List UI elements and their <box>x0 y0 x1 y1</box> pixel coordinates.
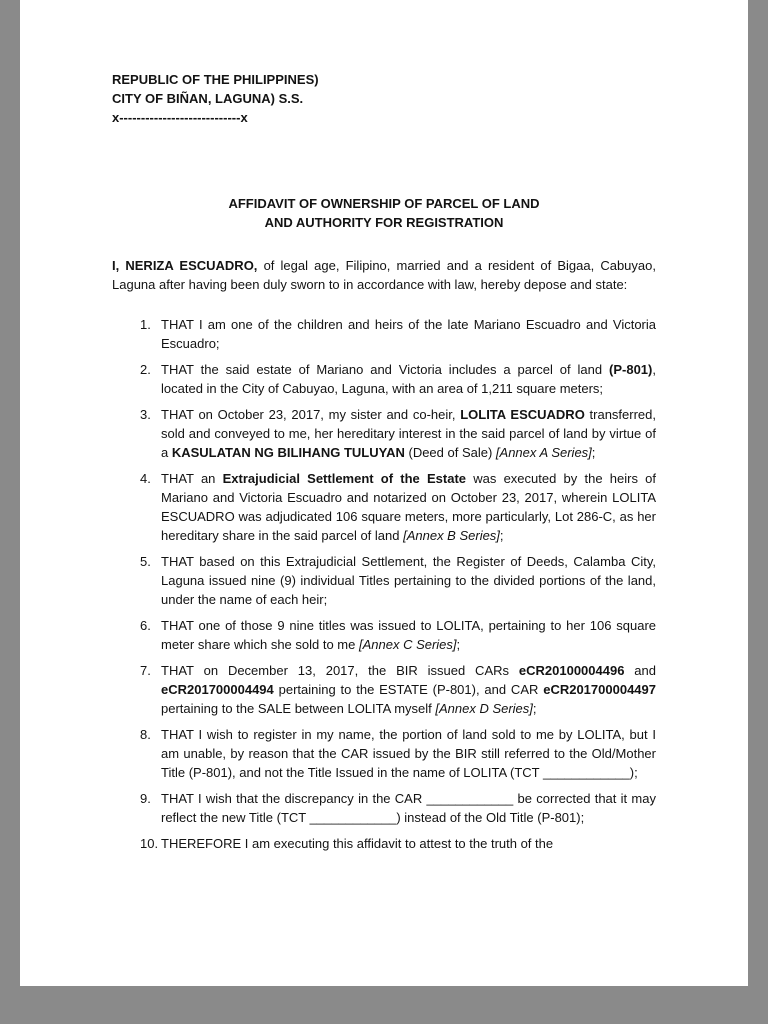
item-text <box>161 315 656 353</box>
text-run: ; <box>499 528 504 543</box>
text-run: , located in the City of Cabuyao, Laguna, with an area of 1,211 square meters; <box>161 362 656 396</box>
text-run: THAT on October 23, 2017, my sister and co-heir, <box>161 407 461 422</box>
affidavit-item <box>112 834 656 853</box>
intro-paragraph <box>112 256 656 294</box>
text-run: [Annex B Series] <box>403 528 500 543</box>
document-title <box>112 194 656 232</box>
text-run: [Annex C Series] <box>358 637 457 652</box>
item-number: 7. <box>140 663 151 678</box>
document-header <box>112 70 656 127</box>
item-number: 4. <box>140 471 151 486</box>
item-text <box>161 552 656 609</box>
affidavit-item <box>112 616 656 654</box>
text-run: [Annex A Series] <box>495 445 592 460</box>
item-number: 10. <box>140 836 159 851</box>
text-run: THAT I wish to register in my name, the portion of land sold to me by LOLITA, but I am unable, by reason that the CAR issued by the BIR still referred to the Old/Mother Title (P-801), and not the Title Issued in the name of LOLITA (TCT ____________); <box>161 727 656 780</box>
text-run: eCR201700004497 <box>543 682 656 697</box>
affidavit-item <box>112 789 656 827</box>
document-content <box>20 0 748 853</box>
affidavit-item <box>112 315 656 353</box>
text-run: THAT an <box>161 471 223 486</box>
text-run: was executed by the heirs of Mariano and Victoria Escuadro and notarized on October 23, 2017, wherein LOLITA ESCUADRO was adjudicated 106 square meters, more particularly, Lot 286-C, as her hereditary share in the said parcel of land <box>161 471 656 543</box>
item-text <box>161 360 656 398</box>
text-run: THAT based on this Extrajudicial Settlement, the Register of Deeds, Calamba City, Laguna issued nine (9) individual Titles pertaining to the divided portions of the land, under the name of each heir; <box>161 554 656 607</box>
text-run: ; <box>591 445 596 460</box>
text-run: (P-801) <box>609 362 653 377</box>
text-run: Extrajudicial Settlement of the Estate <box>222 471 467 486</box>
text-run: LOLITA ESCUADRO <box>460 407 585 422</box>
text-run: THEREFORE I am executing this affidavit to attest to the truth of the <box>161 836 554 851</box>
item-number: 6. <box>140 618 151 633</box>
item-text <box>161 616 656 654</box>
affidavit-item <box>112 552 656 609</box>
text-run: [Annex D Series] <box>435 701 533 716</box>
header-line-city: CITY OF BIÑAN, LAGUNA) S.S. <box>112 91 304 106</box>
item-text <box>161 725 656 782</box>
affidavit-list <box>112 315 656 853</box>
item-number: 1. <box>140 317 151 332</box>
affidavit-item <box>112 360 656 398</box>
text-run: and <box>624 663 656 678</box>
text-run: ; <box>456 637 461 652</box>
item-text <box>161 789 656 827</box>
text-run: THAT I am one of the children and heirs of the late Mariano Escuadro and Victoria Escuadro; <box>161 317 656 351</box>
header-line-separator: x----------------------------x <box>112 110 248 125</box>
affidavit-item <box>112 661 656 718</box>
item-number: 8. <box>140 727 151 742</box>
item-number: 2. <box>140 362 151 377</box>
text-run: of legal age, Filipino, married and a resident of Bigaa, Cabuyao, Laguna after having been duly sworn to in accordance with law, hereby depose and state: <box>112 258 656 292</box>
item-number: 5. <box>140 554 151 569</box>
text-run: THAT on December 13, 2017, the BIR issued CARs <box>161 663 519 678</box>
text-run: eCR201700004494 <box>161 682 274 697</box>
text-run: I, NERIZA ESCUADRO, <box>112 258 264 273</box>
affidavit-item <box>112 725 656 782</box>
text-run: KASULATAN NG BILIHANG TULUYAN <box>171 445 405 460</box>
item-text <box>161 661 656 718</box>
text-run: pertaining to the ESTATE (P-801), and CAR <box>273 682 544 697</box>
item-number: 3. <box>140 407 151 422</box>
text-run: ; <box>532 701 537 716</box>
text-run: THAT I wish that the discrepancy in the CAR ____________ be corrected that it may reflect the new Title (TCT ____________) instead of the Old Title (P-801); <box>161 791 656 825</box>
text-run: (Deed of Sale) <box>404 445 496 460</box>
document-page <box>20 0 748 986</box>
header-line-republic: REPUBLIC OF THE PHILIPPINES) <box>112 72 319 87</box>
text-run: transferred, sold and conveyed to me, her hereditary interest in the said parcel of land by virtue of a <box>161 407 657 460</box>
item-text <box>161 469 656 545</box>
text-run: THAT one of those 9 nine titles was issued to LOLITA, pertaining to her 106 square meter share which she sold to me <box>161 618 656 652</box>
document-title-line-2: AND AUTHORITY FOR REGISTRATION <box>264 215 504 230</box>
text-run: THAT the said estate of Mariano and Victoria includes a parcel of land <box>161 362 610 377</box>
affidavit-item <box>112 405 656 462</box>
item-text <box>161 834 656 853</box>
text-run: eCR20100004496 <box>518 663 625 678</box>
item-text <box>161 405 656 462</box>
document-title-line-1: AFFIDAVIT OF OWNERSHIP OF PARCEL OF LAND <box>228 196 540 211</box>
item-number: 9. <box>140 791 151 806</box>
affidavit-item <box>112 469 656 545</box>
text-run: pertaining to the SALE between LOLITA myself <box>161 701 436 716</box>
